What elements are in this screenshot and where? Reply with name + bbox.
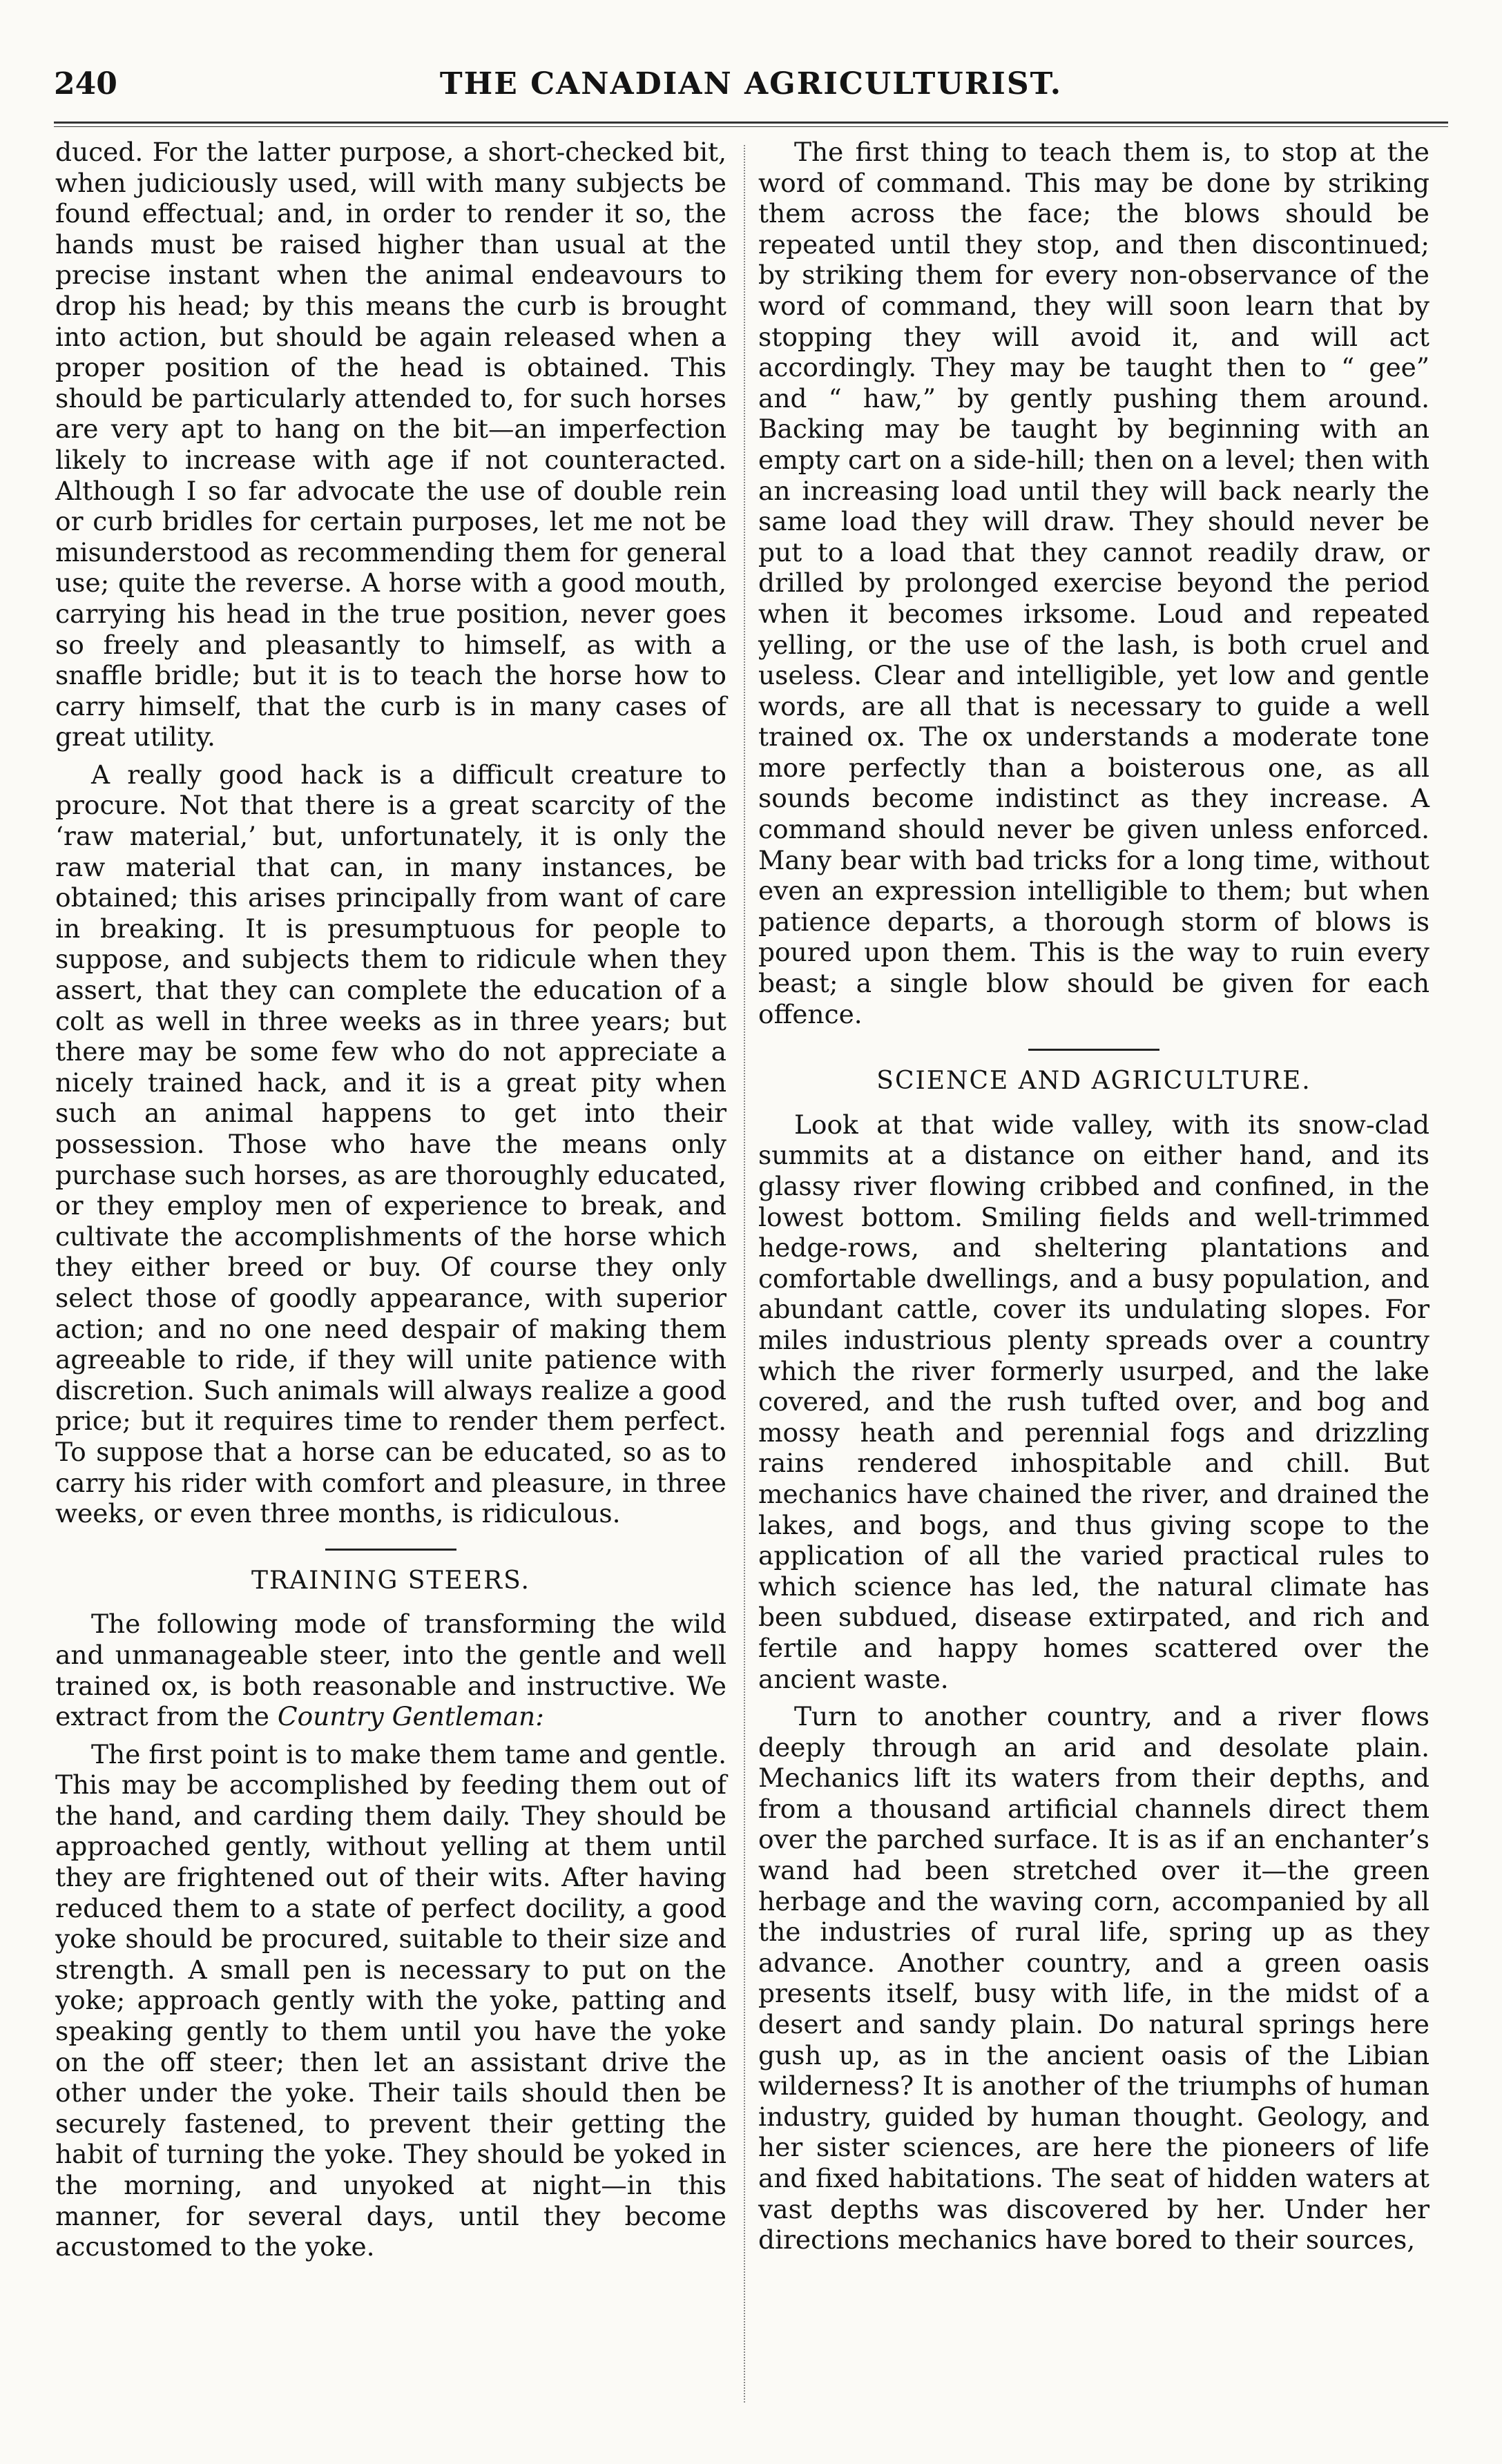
paragraph-first-point: The first point is to make them tame and gentle. This may be accomplished by feeding them out of the hand, and carding them daily. They should be approached gently, without yelling at them until they are frightened out of their wits. After having reduced them to a state of perfect docility, a good yoke should be procured, suitable to their size and strength. A small pen is necessary to put on the yoke; approach gently with the yoke, patting and speaking gently to them until you have the yoke on the off steer; then let an assistant drive the other under the yoke. Their tails should then be securely fastened, to prevent their getting the habit of turning the yoke. They should be yoked in the morning, and unyoked at night—in this manner, for several days, until they become accustomed to the yoke. [55,1738,726,2262]
paragraph-first-thing: The first thing to teach them is, to stop at the word of command. This may be done by striking them across the face; the blows should be repeated until they stop, and then discontinued; by striking them for every non-observance of the word of command, they will soon learn that by stopping they will avoid it, and will act accordingly. They may be taught then to “ gee” and “ haw,” by gently pushing them around. Backing may be taught by beginning with an empty cart on a side-hill; then on a level; then with an increasing load until they will back nearly the same load they will draw. They should never be put to a load that they cannot readily draw, or drilled by prolonged exercise beyond the period when it becomes irksome. Loud and repeated yelling, or the use of the lash, is both cruel and useless. Clear and intelligible, yet low and gentle words, are all that is necessary to guide a well trained ox. The ox understands a moderate tone more perfectly than a boisterous one, as all sounds become indistinct as they increase. A command should never be given unless enforced. Many bear with bad tricks for a long time, without even an expression intelligible to them; but when patience departs, a thorough storm of blows is poured upon them. This is the way to ruin every beast; a single blow should be given for each offence. [758,137,1429,1029]
left-column [55,137,726,2269]
paragraph-hack-continued: duced. For the latter purpose, a short-checked bit, when judiciously used, will with many subjects be found effectual; and, in order to render it so, the hands must be raised higher than usual at the precise instant when the animal endeavours to drop his head; by this means the curb is brought into action, but should be again released when a proper position of the head is obtained. This should be particularly attended to, for such horses are very apt to hang on the bit—an imperfection likely to increase with age if not counteracted. Although I so far advocate the use of double rein or curb bridles for certain purposes, let me not be misunderstood as recommending them for general use; quite the reverse. A horse with a good mouth, carrying his head in the true position, never goes so freely and pleasantly to himself, as with a snaffle bridle; but it is to teach the horse how to carry himself, that the curb is in many cases of great utility. [55,137,726,753]
source-title: Country Gentleman: [277,1701,544,1732]
column-divider [744,145,745,2403]
heading-training-steers: TRAINING STEERS. [251,1566,530,1595]
paragraph-training-intro [55,1609,726,1731]
right-column [758,137,1429,2262]
running-header [54,66,1448,110]
journal-title: THE CANADIAN AGRICULTURIST. [439,66,1063,101]
heading-science-agriculture: SCIENCE AND AGRICULTURE. [876,1067,1311,1096]
header-rule [54,122,1448,127]
paragraph-wide-valley: Look at that wide valley, with its snow-clad summits at a distance on either hand, and its glassy river flowing cribbed and confined, in the lowest bottom. Smiling fields and well-trimmed hedge-rows, and sheltering plantations and comfortable dwellings, and a busy population, and abundant cattle, cover its undulating slopes. For miles industrious plenty spreads over a country which the river formerly usurped, and the lake covered, and the rush tufted over, and bog and mossy heath and perennial fogs and drizzling rains rendered inhospitable and chill. But mechanics have chained the river, and drained the lakes, and bogs, and thus giving scope to the application of all the varied practical rules to which science has led, the natural climate has been subdued, disease extirpated, and rich and fertile and happy homes scattered over the ancient waste. [758,1109,1429,1694]
page-number: 240 [54,66,117,101]
training-intro-text: The following mode of transforming the wild and unmanageable steer, into the gentle and well trained ox, is both reasonable and instructive. We extract from the [55,1609,726,1732]
paragraph-another-country: Turn to another country, and a river flows deeply through an arid and desolate plain. Mechanics lift its waters from their depths, and from a thousand artificial channels direct them over the parched surface. It is as if an enchanter’s wand had been stretched over it—the green herbage and the waving corn, accompanied by all the industries of rural life, spring up as they advance. Another country, and a green oasis presents itself, busy with life, in the midst of a desert and sandy plain. Do natural springs here gush up, as in the ancient oasis of the Libian wilderness? It is another of the triumphs of human industry, guided by human thought. Geology, and her sister sciences, are here the pioneers of life and fixed habitations. The seat of hidden waters at vast depths was discovered by her. Under her directions mechanics have bored to their sources, [758,1701,1429,2256]
paragraph-good-hack: A really good hack is a difficult creature to procure. Not that there is a great scarcity of the ‘raw material,’ but, unfortunately, it is only the raw material that can, in many instances, be obtained; this arises principally from want of care in breaking. It is presumptuous for people to suppose, and subjects them to ridicule when they assert, that they can complete the education of a colt as well in three weeks as in three years; but there may be some few who do not appreciate a nicely trained hack, and it is a great pity when such an animal happens to get into their possession. Those who have the means only purchase such horses, as are thoroughly educated, or they employ men of experience to break, and cultivate the accomplishments of the horse which they either breed or buy. Of course they only select those of goodly appearance, with superior action; and no one need despair of making them agreeable to ride, if they will unite patience with discretion. Such animals will always realize a good price; but it requires time to render them perfect. To suppose that a horse can be educated, so as to carry his rider with comfort and pleasure, in three weeks, or even three months, is ridiculous. [55,759,726,1529]
section-divider [1028,1049,1159,1051]
section-divider [325,1549,456,1551]
